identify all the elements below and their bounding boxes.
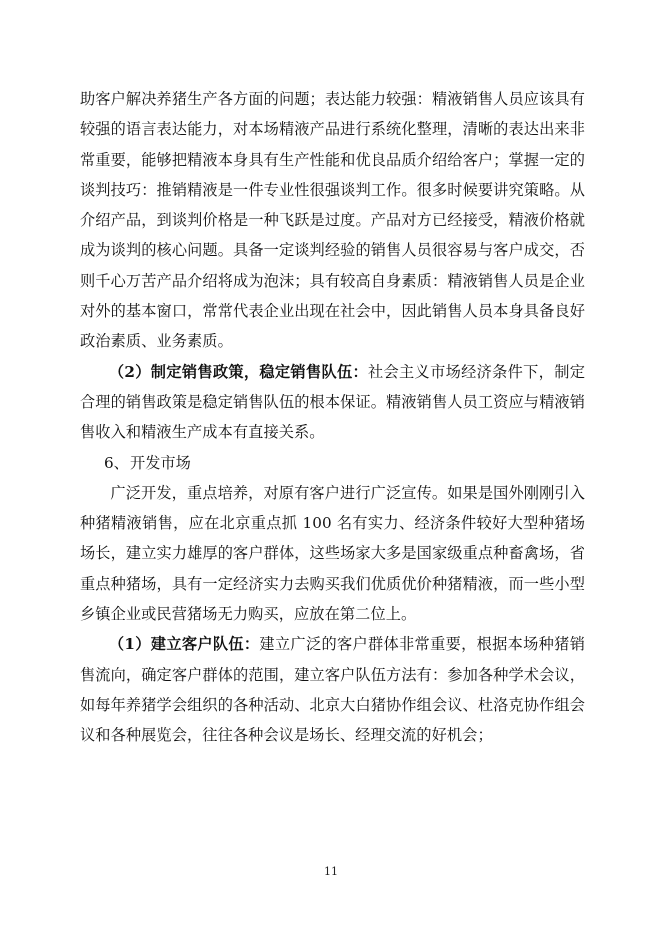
paragraph-sales-skills: 助客户解决养猪生产各方面的问题；表达能力较强：精液销售人员应该具有较强的语言表达能力，对本场精液产品进行系统化整理，清晰的表达出来非常重要，能够把精液本身具有生产性能和优良品质介绍给客户；掌握一定的谈判技巧：推销精液是一件专业性很强谈判工作。很多时候要讲究策略。从介绍产品，到谈判价格是一种飞跃是过度。产品对方已经接受，精液价格就成为谈判的核心问题。具备一定谈判经验的销售人员很容易与客户成交，否则千心万苦产品介绍将成为泡沫；具有较高自身素质：精液销售人员是企业对外的基本窗口，常常代表企业出现在社会中，因此销售人员本身具备良好政治素质、业务素质。 — [80, 90, 585, 351]
subheading-sales-policy: （2）制定销售政策，稳定销售队伍： — [108, 362, 369, 381]
subheading-customer-team: （1）建立客户队伍： — [108, 635, 260, 654]
section-number: 6、 — [104, 453, 129, 472]
sales-policy-text: 社会主义市场经济条件下，制定合理的销售政策是稳定销售队伍的根本保证。精液销售人员工资应与精液销售收入和精液生产成本有直接关系。 — [80, 362, 585, 442]
paragraph-market-development: 广泛开发，重点培养，对原有客户进行广泛宣传。如果是国外刚刚引入种猪精液销售，应在北京重点抓 100 名有实力、经济条件较好大型种猪场场长，建立实力雄厚的客户群体，这些场家大多是国家级重点种畜禽场，省重点种猪场，具有一定经济实力去购买我们优质优价种猪精液，而一些小型乡镇企业或民营猪场无力购买，应放在第二位上。 — [80, 483, 585, 624]
paragraph-sales-policy — [80, 357, 585, 448]
page-body — [80, 84, 585, 751]
paragraph-customer-team — [80, 629, 585, 750]
section-heading-develop-market — [80, 448, 585, 478]
customer-team-text: 建立广泛的客户群体非常重要，根据本场种猪销售流向，确定客户群体的范围，建立客户队伍方法有：参加各种学术会议，如每年养猪学会组织的各种活动、北京大白猪协作组会议、杜洛克协作组会议和各种展览会，往往各种会议是场长、经理交流的好机会； — [80, 635, 585, 745]
section-title: 开发市场 — [130, 453, 191, 472]
page-number: 11 — [324, 865, 338, 878]
